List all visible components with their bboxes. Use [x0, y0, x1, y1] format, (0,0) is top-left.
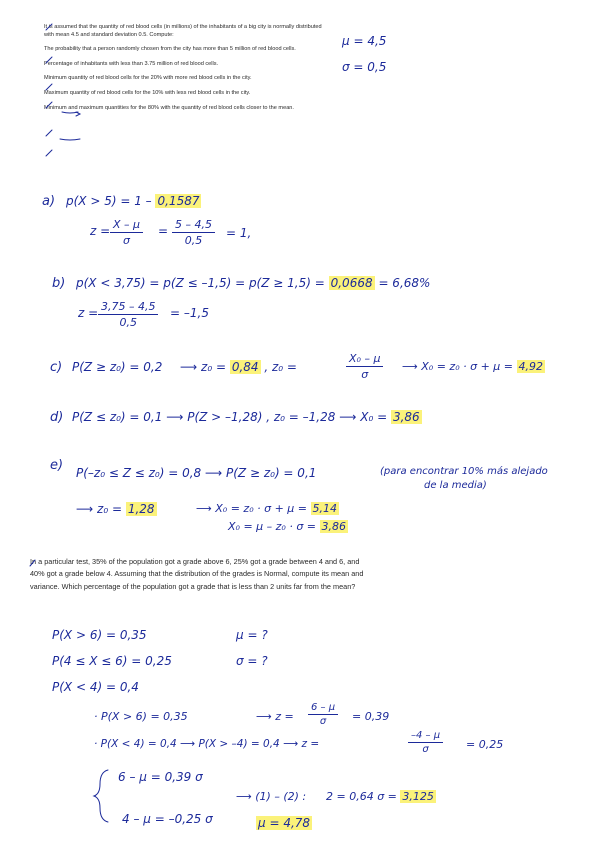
- system-brace: [94, 770, 108, 822]
- part-b-z-result: = –1,5: [170, 306, 209, 320]
- p2-step2-a: · P(X < 4) = 0,4 ⟶ P(X > –4) = 0,4 ⟶ z =: [94, 738, 320, 750]
- part-e-expr: P(–z₀ ≤ Z ≤ z₀) = 0,8 ⟶ P(Z ≥ z₀) = 0,1: [76, 466, 317, 480]
- part-a-z-result: = 1,: [226, 226, 252, 240]
- checkmark-stroke-6: [46, 150, 52, 156]
- small-arrow-mark: [76, 112, 80, 116]
- note-sigma: σ = 0,5: [342, 60, 387, 74]
- part-c-answer: 4,92: [518, 360, 543, 373]
- part-c-frac-den: σ: [361, 368, 369, 381]
- note-mu: μ = 4,5: [342, 34, 387, 48]
- part-d-label: d): [50, 410, 64, 425]
- part-e-z0-text: ⟶ z₀ =: [76, 502, 122, 516]
- p2-step1-num: 6 – μ: [308, 702, 338, 715]
- part-c-arrow: ⟶ z₀ =: [180, 360, 226, 374]
- problem-item-d: Maximum quantity of red blood cells for the 10% with less red blood cells in the city.: [44, 89, 251, 96]
- part-a-eq: =: [158, 224, 169, 238]
- part-c-label: c): [50, 360, 63, 375]
- p2-step2-num: –4 – μ: [408, 730, 443, 743]
- checkmark-stroke-1: [46, 24, 52, 30]
- part-e-x0b-text: X₀ = μ – z₀ · σ =: [228, 520, 317, 533]
- part-e-z0-val: 1,28: [127, 502, 155, 516]
- p2-mu-answer: μ = 4,78: [258, 816, 311, 830]
- part-e-x0a-val: 5,14: [312, 502, 337, 515]
- part-c-mid-text: , z₀ =: [264, 360, 297, 374]
- part-b-expr: p(X < 3,75) = p(Z ≤ –1,5) = p(Z ≥ 1,5) =: [76, 276, 325, 290]
- p2-system-op: ⟶ (1) – (2) :: [236, 790, 307, 803]
- p2-given-1: P(X > 6) = 0,35: [52, 628, 147, 642]
- checkmark-stroke-2: [46, 57, 52, 63]
- p2-step2-c: = 0,25: [466, 738, 504, 751]
- problem-item-b: Percentage of inhabitants with less than 3.75 million of red blood cells.: [44, 60, 219, 67]
- p2-mu-question: μ = ?: [236, 628, 268, 642]
- part-a-expr: p(X > 5) = 1 –: [66, 194, 152, 208]
- part-e-x0b-val: 3,86: [321, 520, 347, 533]
- part-b-z-lhs: z =: [78, 306, 99, 320]
- checkmark-stroke-5: [46, 130, 52, 136]
- checkmark-stroke-3: [46, 84, 52, 90]
- part-e-x0a-text: ⟶ X₀ = z₀ · σ + μ =: [196, 502, 307, 515]
- part-a-answer: 0,1587: [157, 194, 200, 208]
- part-b-answer: 0,0668: [330, 276, 373, 290]
- p2-given-3: P(X < 4) = 0,4: [52, 680, 139, 694]
- part-e-note2: de la media): [424, 480, 487, 491]
- part-b-percent: = 6,68%: [378, 276, 431, 290]
- part-a-z-den: σ: [123, 234, 130, 247]
- part-c-arrow2: ⟶ X₀ = z₀ · σ + μ =: [402, 360, 513, 373]
- part-a-z2-den: 0,5: [184, 234, 203, 247]
- p2-system-res-text: 2 = 0,64 σ =: [326, 790, 397, 803]
- part-d-answer: 3,86: [392, 410, 420, 424]
- p2-step2-den: σ: [422, 744, 429, 755]
- part-c-expr: P(Z ≥ z₀) = 0,2: [72, 360, 163, 374]
- part-d-expr: P(Z ≤ z₀) = 0,1 ⟶ P(Z > –1,28) , z₀ = –1,28 ⟶ X₀ =: [72, 410, 388, 424]
- checkmark-stroke-7: [30, 560, 35, 566]
- part-e-label: e): [50, 458, 64, 473]
- underline-maximum: [60, 139, 80, 140]
- problem-intro: It is assumed that the quantity of red blood cells (in millions) of the inhabitants of a big city is normally distributed with mean 4.5 and standard deviation 0.5. Compute:: [44, 24, 322, 38]
- part-b-z-num: 3,75 – 4,5: [98, 300, 158, 315]
- part-a-z-num: X – μ: [110, 218, 143, 233]
- problem-item-a: The probability that a person randomly chosen from the city has more than 5 million of red blood cells.: [44, 46, 296, 53]
- p2-sigma-question: σ = ?: [236, 654, 268, 668]
- p2-given-2: P(4 ≤ X ≤ 6) = 0,25: [52, 654, 172, 668]
- part-a-label: a): [42, 194, 56, 209]
- problem-item-c: Minimum quantity of red blood cells for the 20% with more red blood cells in the city.: [44, 75, 252, 82]
- problem-item-e: Minimum and maximum quantities for the 80% with the quantity of red blood cells closer to the mean.: [44, 104, 294, 111]
- part-b-label: b): [52, 276, 66, 291]
- checkmark-stroke-4: [46, 102, 52, 108]
- p2-step1-c: = 0,39: [352, 710, 390, 723]
- part-a-z-lhs: z =: [90, 224, 111, 238]
- printed-problem-2: In a particular test, 35% of the population got a grade above 6, 25% got a grade between 4 and 6, and 40% got a grade below 4. Assuming that the distribution of the grades is Normal, compute its mean and variance. Which percentage of the population got a grade that is less than 2 units far from the mean?: [30, 556, 375, 593]
- p2-system-eq2: 4 – μ = –0,25 σ: [122, 812, 213, 826]
- p2-sigma-answer: 3,125: [402, 790, 434, 803]
- part-e-note1: (para encontrar 10% más alejado: [380, 466, 548, 477]
- part-c-z0: 0,84: [231, 360, 259, 374]
- part-c-frac-num: X₀ – μ: [346, 352, 383, 367]
- p2-step1-b: ⟶ z =: [256, 710, 294, 723]
- part-b-z-den: 0,5: [119, 316, 137, 329]
- p2-system-eq1: 6 – μ = 0,39 σ: [118, 770, 203, 784]
- p2-step1-a: · P(X > 6) = 0,35: [94, 710, 188, 723]
- part-a-z2-num: 5 – 4,5: [172, 218, 215, 233]
- p2-step1-den: σ: [319, 716, 327, 727]
